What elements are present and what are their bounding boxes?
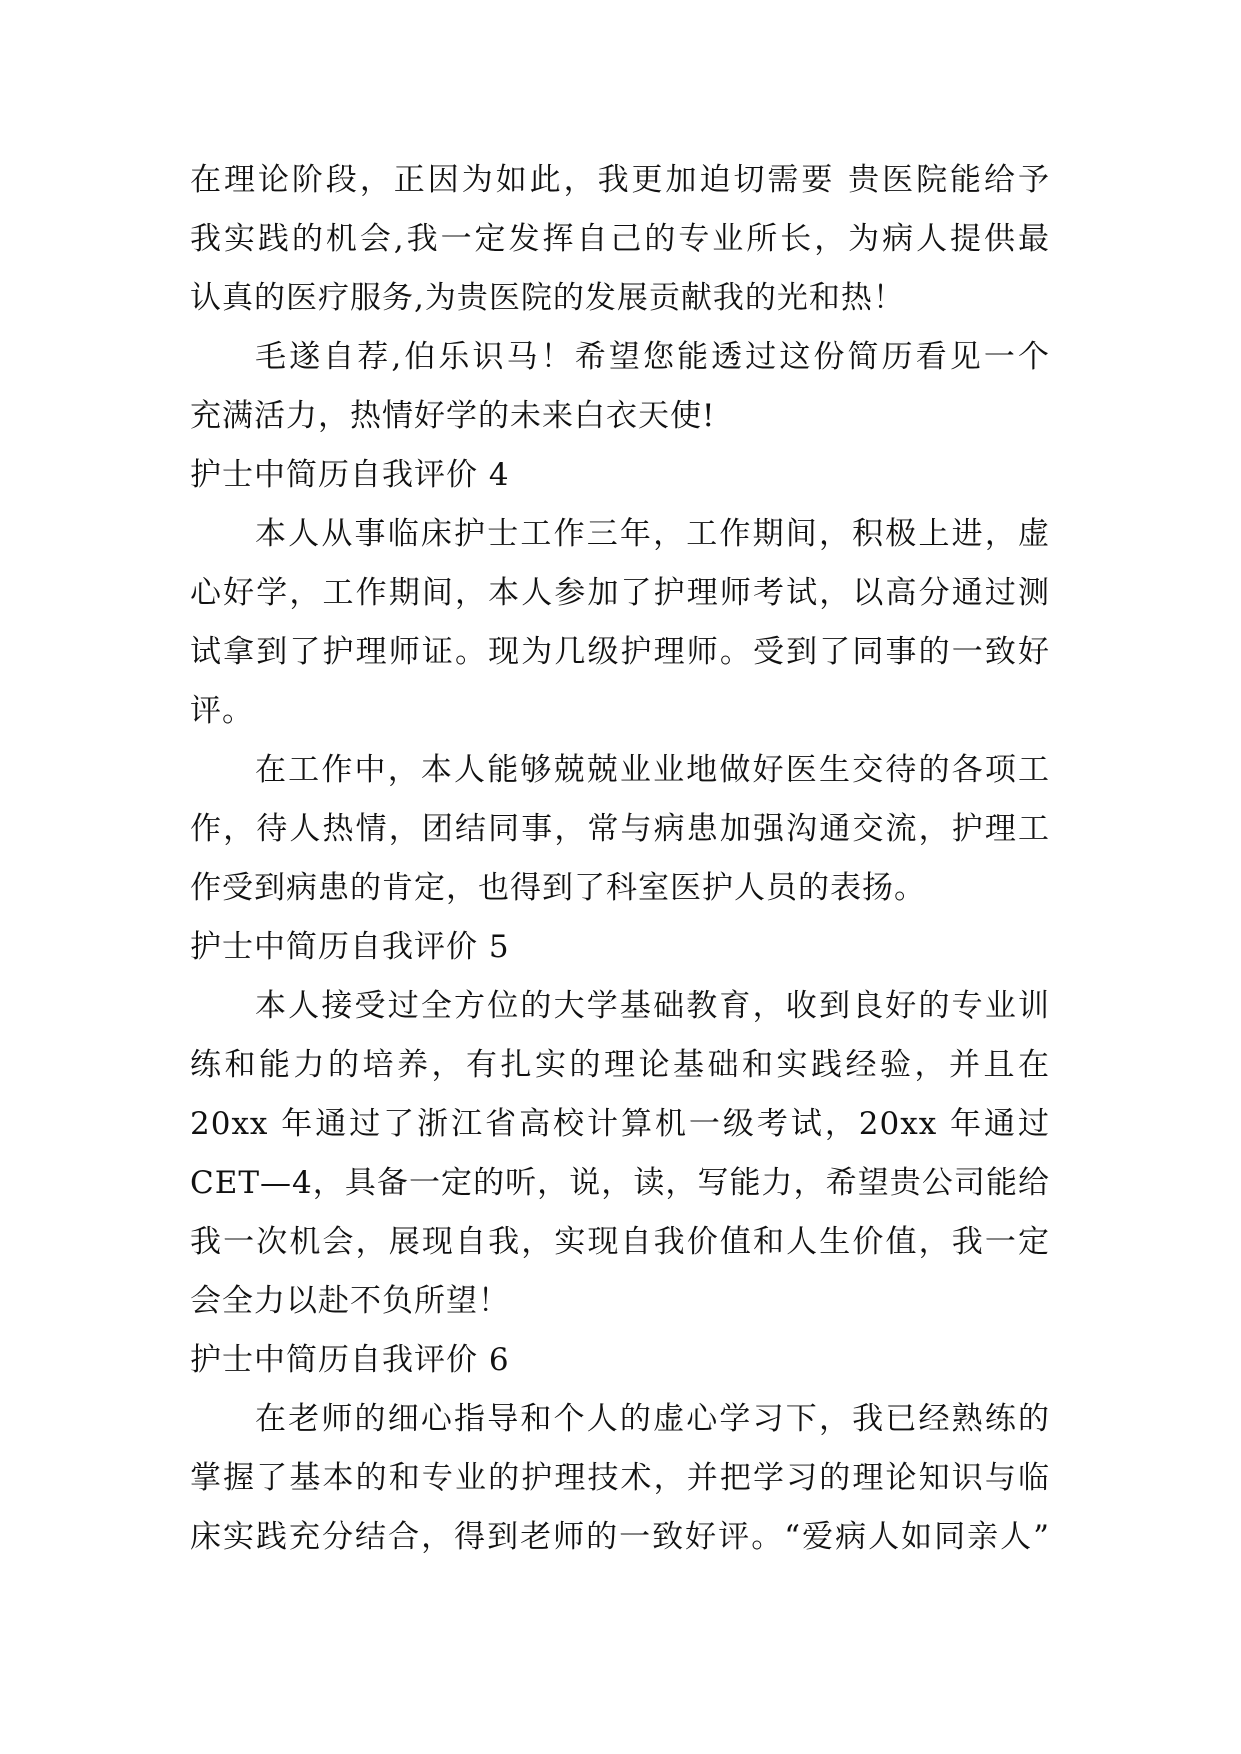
paragraph-line: 作受到病患的肯定，也得到了科室医护人员的表扬。 bbox=[190, 870, 926, 906]
paragraph-line: 20xx 年通过了浙江省高校计算机一级考试，20xx 年通过 bbox=[190, 1106, 1050, 1142]
paragraph-line: 毛遂自荐,伯乐识马！希望您能透过这份简历看见一个 bbox=[255, 339, 1050, 375]
paragraph-line: 试拿到了护理师证。现为几级护理师。受到了同事的一致好 bbox=[190, 634, 1050, 670]
section-4-paragraph-1 bbox=[190, 505, 1050, 741]
paragraph-line: 评。 bbox=[190, 693, 254, 729]
paragraph-line: 掌握了基本的和专业的护理技术，并把学习的理论知识与临 bbox=[190, 1460, 1050, 1496]
paragraph-line: 我一次机会，展现自我，实现自我价值和人生价值，我一定 bbox=[190, 1224, 1050, 1260]
paragraph-line: 练和能力的培养，有扎实的理论基础和实践经验，并且在 bbox=[190, 1047, 1050, 1083]
paragraph-line: 心好学，工作期间，本人参加了护理师考试，以高分通过测 bbox=[190, 575, 1050, 611]
paragraph-line: 在老师的细心指导和个人的虚心学习下，我已经熟练的 bbox=[255, 1401, 1050, 1437]
section-5 bbox=[190, 918, 1050, 1331]
paragraph-line: 床实践充分结合，得到老师的一致好评。“爱病人如同亲人” bbox=[190, 1519, 1050, 1555]
section-heading: 护士中简历自我评价 4 bbox=[190, 457, 510, 493]
intro-paragraph bbox=[190, 151, 1050, 328]
paragraph-line: 作，待人热情，团结同事，常与病患加强沟通交流，护理工 bbox=[190, 811, 1050, 847]
section-heading: 护士中简历自我评价 6 bbox=[190, 1342, 510, 1378]
document-body bbox=[190, 151, 1050, 1567]
section-4-paragraph-2 bbox=[190, 741, 1050, 918]
paragraph-line: 本人从事临床护士工作三年，工作期间，积极上进，虚 bbox=[255, 516, 1050, 552]
paragraph-line: 我实践的机会,我一定发挥自己的专业所长，为病人提供最 bbox=[190, 221, 1050, 257]
paragraph-line: 本人接受过全方位的大学基础教育，收到良好的专业训 bbox=[255, 988, 1050, 1024]
section-6 bbox=[190, 1331, 1050, 1567]
section-heading: 护士中简历自我评价 5 bbox=[190, 929, 510, 965]
paragraph-line: 在理论阶段，正因为如此，我更加迫切需要 贵医院能给予 bbox=[190, 162, 1050, 198]
paragraph-line: 在工作中，本人能够兢兢业业地做好医生交待的各项工 bbox=[255, 752, 1050, 788]
paragraph-line: 充满活力，热情好学的未来白衣天使! bbox=[190, 398, 716, 434]
section-5-paragraph-1 bbox=[190, 977, 1050, 1331]
section-6-paragraph-1 bbox=[190, 1390, 1050, 1567]
closing-paragraph bbox=[190, 328, 1050, 446]
paragraph-line: 认真的医疗服务,为贵医院的发展贡献我的光和热！ bbox=[190, 280, 905, 316]
paragraph-line: 会全力以赴不负所望！ bbox=[190, 1283, 510, 1319]
section-4 bbox=[190, 446, 1050, 918]
paragraph-line: CET—4，具备一定的听，说，读，写能力，希望贵公司能给 bbox=[190, 1165, 1050, 1201]
